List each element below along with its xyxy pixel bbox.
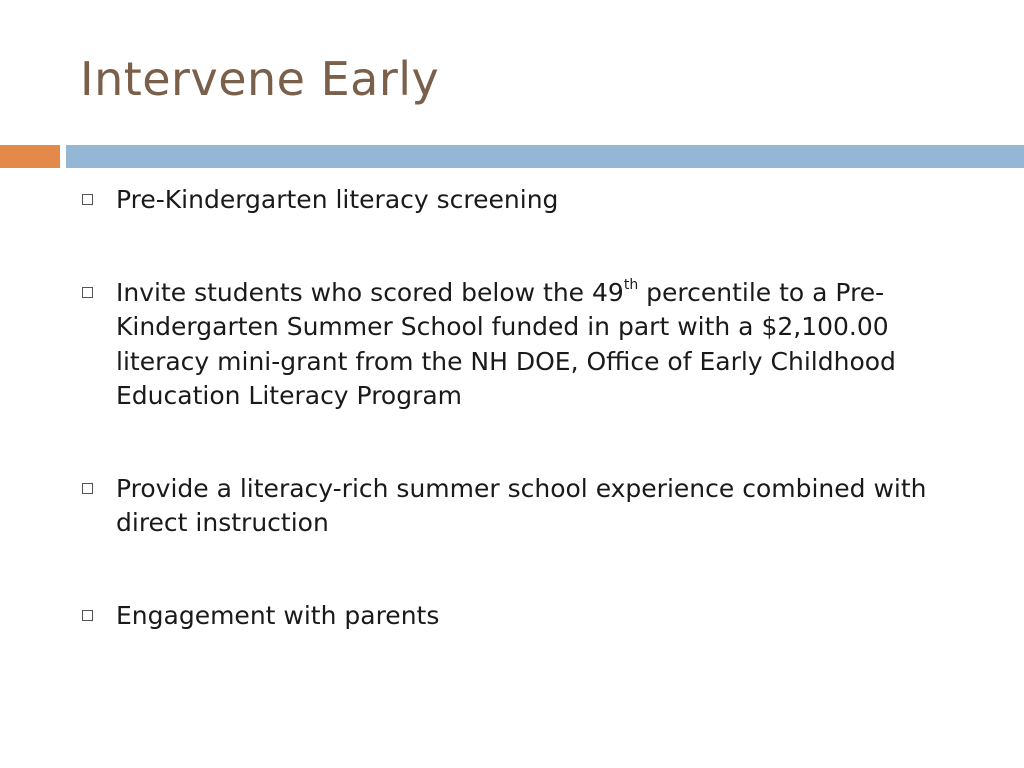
bullet-text: Engagement with parents [116,600,440,630]
square-bullet-icon [82,194,93,205]
slide-title: Intervene Early [80,52,440,106]
bullet-text [116,278,896,411]
ordinal-superscript: th [623,277,639,294]
bullet-text-part: percentile to a Pre-Kindergarten Summer School funded in part with a $2,100.00 literacy mini-grant from the NH DOE, Office of Early Childhood Education Literacy Program [116,277,896,410]
bullet-text-part: Invite students who scored below the 49 [116,277,624,307]
square-bullet-icon [82,610,93,621]
bullet-item-screening [82,183,962,218]
bullet-item-invite [82,276,962,414]
bullet-text: Pre-Kindergarten literacy screening [116,185,559,214]
bullet-text: Provide a literacy-rich summer school experience combined with direct instruction [116,473,927,537]
square-bullet-icon [82,287,93,298]
bullet-item-parents [82,599,962,634]
bullet-list [82,183,962,633]
title-divider-bar [66,145,1024,168]
title-accent-bar [0,145,60,168]
square-bullet-icon [82,483,93,494]
bullet-item-summer-school [82,472,962,541]
